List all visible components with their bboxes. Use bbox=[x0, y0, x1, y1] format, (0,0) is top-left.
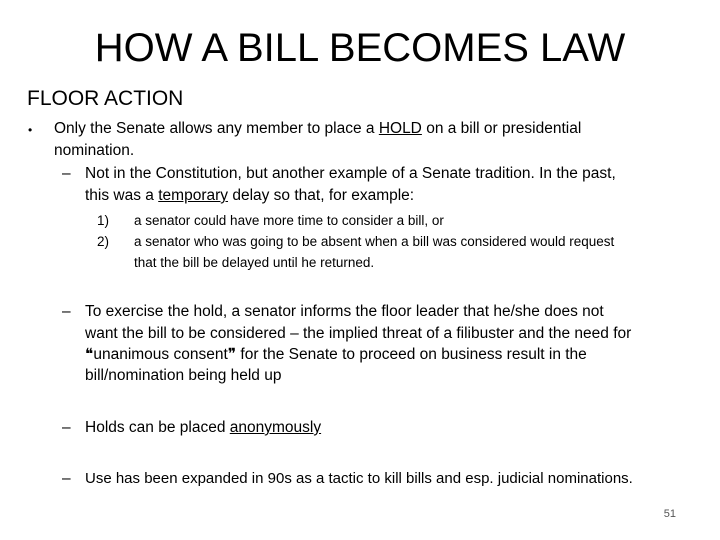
dash-icon: – bbox=[62, 165, 71, 182]
bullet-1-line-2: nomination. bbox=[54, 142, 135, 159]
bullet-1-line-1: Only the Senate allows any member to place a HOLD on a bill or presidential bbox=[54, 120, 582, 137]
section-heading: FLOOR ACTION bbox=[27, 87, 184, 110]
sub-1-line-1: Not in the Constitution, but another example of a Senate tradition. In the past, bbox=[85, 165, 616, 182]
dash-icon: – bbox=[62, 303, 71, 320]
numbered-item-2: a senator who was going to be absent when a bill was considered would request bbox=[134, 234, 615, 249]
sub-2-line-2: want the bill to be considered – the implied threat of a filibuster and the need for bbox=[85, 325, 632, 342]
dash-icon: – bbox=[62, 470, 71, 487]
hold-keyword: HOLD bbox=[378, 120, 422, 137]
sub-3-line: Holds can be placed anonymously bbox=[85, 419, 322, 436]
sub-1-line-2: this was a temporary delay so that, for example: bbox=[85, 187, 415, 204]
sub-2-line-3: ❝unanimous consent❞ for the Senate to proceed on business result in the bbox=[85, 346, 587, 363]
numbered-marker-1: 1) bbox=[97, 213, 110, 228]
numbered-item-1: a senator could have more time to consider a bill, or bbox=[134, 213, 444, 228]
dash-icon: – bbox=[62, 419, 71, 436]
anonymously-keyword: anonymously bbox=[229, 419, 322, 436]
sub-2-line-1: To exercise the hold, a senator informs the floor leader that he/she does not bbox=[85, 303, 604, 320]
sub-2-line-4: bill/nomination being held up bbox=[85, 367, 282, 384]
numbered-marker-2: 2) bbox=[97, 234, 110, 249]
page-number: 51 bbox=[663, 508, 676, 520]
slide-title: HOW A BILL BECOMES LAW bbox=[94, 26, 626, 70]
temporary-keyword: temporary bbox=[158, 187, 229, 204]
bullet-icon: • bbox=[28, 123, 33, 137]
numbered-item-2-cont: that the bill be delayed until he returned. bbox=[134, 255, 375, 270]
sub-4-line: Use has been expanded in 90s as a tactic to kill bills and esp. judicial nominations. bbox=[85, 470, 633, 487]
